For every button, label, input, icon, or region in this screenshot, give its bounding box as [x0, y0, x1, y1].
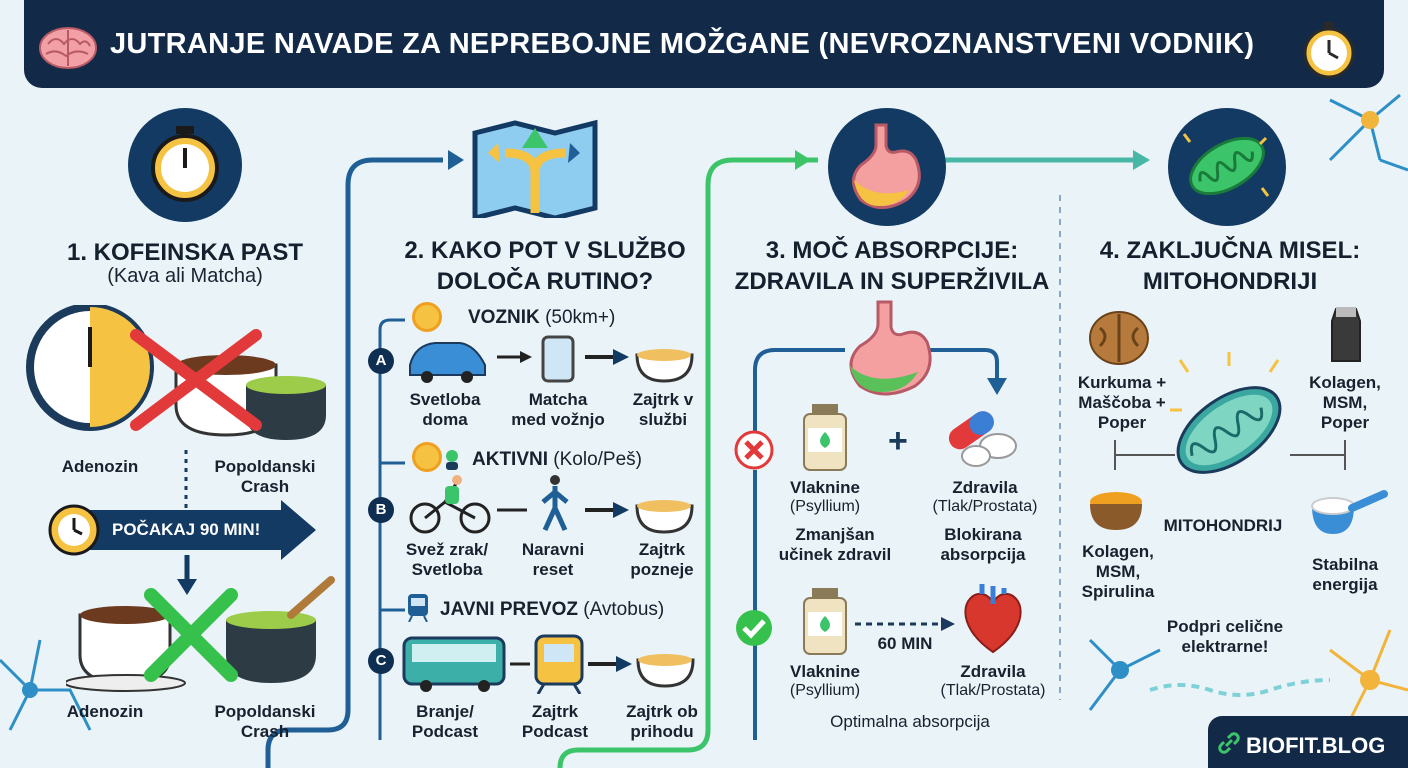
stable-energy-label: Stabilna energija	[1311, 555, 1379, 594]
fiber-sub-good: (Psyllium)	[789, 682, 861, 699]
drugs-label-good: Zdravila	[960, 662, 1026, 681]
sec4-title: 4. ZAKLJUČNA MISEL: MITOHONDRIJI	[1099, 237, 1361, 295]
sec3-title: 3. MOČ ABSORPCIJE: ZDRAVILA IN SUPERŽIVILA	[734, 237, 1050, 295]
cyclist-small-icon	[440, 448, 464, 472]
train-small-icon	[406, 592, 430, 622]
sec1-bad-left-label: Adenozin	[61, 457, 139, 476]
turmeric-bowl-icon	[1086, 486, 1146, 534]
row-a-step-1: Svetloba doma	[409, 390, 481, 429]
drugs-sub-bad: (Tlak/Prostata)	[932, 498, 1038, 515]
sec1-title: 1. KOFEINSKA PAST	[66, 239, 304, 266]
walnut-icon	[1088, 310, 1150, 366]
row-c-step-2: Zajtrk Podcast	[521, 702, 589, 741]
sec1-subtitle: (Kava ali Matcha)	[107, 265, 263, 287]
blocked-absorption-label: Blokirana absorpcija	[940, 525, 1026, 564]
fiber-jar-icon	[800, 402, 850, 472]
powder-scoop-icon	[1308, 486, 1388, 538]
row-b-letter: B	[368, 497, 394, 523]
row-a-step-3: Zajtrk v službi	[632, 390, 694, 429]
sun-icon	[412, 442, 442, 472]
collagen-msm-pepper-label: Kolagen, MSM, Poper	[1309, 373, 1381, 432]
row-a-letter: A	[368, 348, 394, 374]
row-b-step-1: Svež zrak/ Svetloba	[405, 540, 489, 579]
row-c-letter: C	[368, 648, 394, 674]
sun-icon	[412, 302, 442, 332]
sec1-good-left-label: Adenozin	[66, 702, 144, 721]
row-b-icons	[405, 474, 695, 534]
drugs-sub-good: (Tlak/Prostata)	[940, 682, 1046, 699]
mitochondria-icon	[1178, 128, 1276, 204]
fiber-label-good: Vlaknine	[790, 662, 860, 681]
fiber-jar-icon	[800, 586, 850, 656]
page-title: JUTRANJE NAVADE ZA NEPREBOJNE MOŽGANE (NEVROZNANSTVENI VODNIK)	[110, 28, 1255, 60]
turmeric-fat-pepper-label: Kurkuma + Maščoba + Poper	[1077, 373, 1167, 432]
route-map-icon	[470, 118, 600, 218]
support-cell-powerplants-label: Podpri celične elektrarne!	[1166, 617, 1284, 656]
heart-icon	[962, 584, 1024, 654]
mitochondria-large-icon	[1160, 350, 1298, 490]
row-c-step-3: Zajtrk ob prihodu	[626, 702, 698, 741]
cross-icon	[734, 430, 774, 470]
row-b-step-2: Naravni reset	[521, 540, 585, 579]
fiber-sub-bad: (Psyllium)	[789, 498, 861, 515]
stomach-icon	[846, 120, 930, 212]
wait-60-min-label: 60 MIN	[877, 634, 933, 653]
sec1-bad-right-label: Popoldanski Crash	[214, 457, 316, 496]
fiber-label-bad: Vlaknine	[790, 478, 860, 497]
dashed-arrow	[855, 614, 955, 634]
row-a-icons	[405, 335, 695, 385]
check-icon	[734, 608, 774, 648]
optimal-absorption-label: Optimalna absorpcija	[830, 712, 990, 731]
link-icon	[1216, 730, 1242, 756]
reduced-effect-label: Zmanjšan učinek zdravil	[778, 525, 892, 564]
plus-icon: +	[888, 422, 908, 460]
drugs-label-bad: Zdravila	[952, 478, 1018, 497]
adenosine-clock-coffee-cross-illustration	[26, 305, 342, 445]
brand-name[interactable]: BIOFIT.BLOG	[1246, 733, 1386, 758]
mitochondrion-label: MITOHONDRIJ	[1163, 516, 1283, 535]
sec1-good-right-label: Popoldanski Crash	[214, 702, 316, 741]
collagen-msm-spirulina-label: Kolagen, MSM, Spirulina	[1081, 542, 1155, 601]
row-c-title: JAVNI PREVOZ (Avtobus)	[440, 599, 665, 620]
row-b-title: AKTIVNI (Kolo/Peš)	[472, 449, 642, 470]
row-c-icons	[402, 632, 698, 694]
coffee-matcha-check-illustration	[66, 575, 340, 695]
pills-icon	[940, 402, 1020, 468]
alarm-clock-icon	[148, 122, 222, 206]
row-b-step-3: Zajtrk pozneje	[630, 540, 694, 579]
stomach-large-icon	[840, 300, 940, 400]
sec2-title: 2. KAKO POT V SLUŽBO DOLOČA RUTINO?	[404, 237, 686, 295]
row-c-step-1: Branje/ Podcast	[411, 702, 479, 741]
row-a-step-2: Matcha med vožnjo	[511, 390, 605, 429]
wait-90-min-label: POČAKAJ 90 MIN!	[112, 520, 261, 539]
row-a-title: VOZNIK (50km+)	[468, 307, 616, 328]
pepper-shaker-icon	[1328, 305, 1364, 365]
